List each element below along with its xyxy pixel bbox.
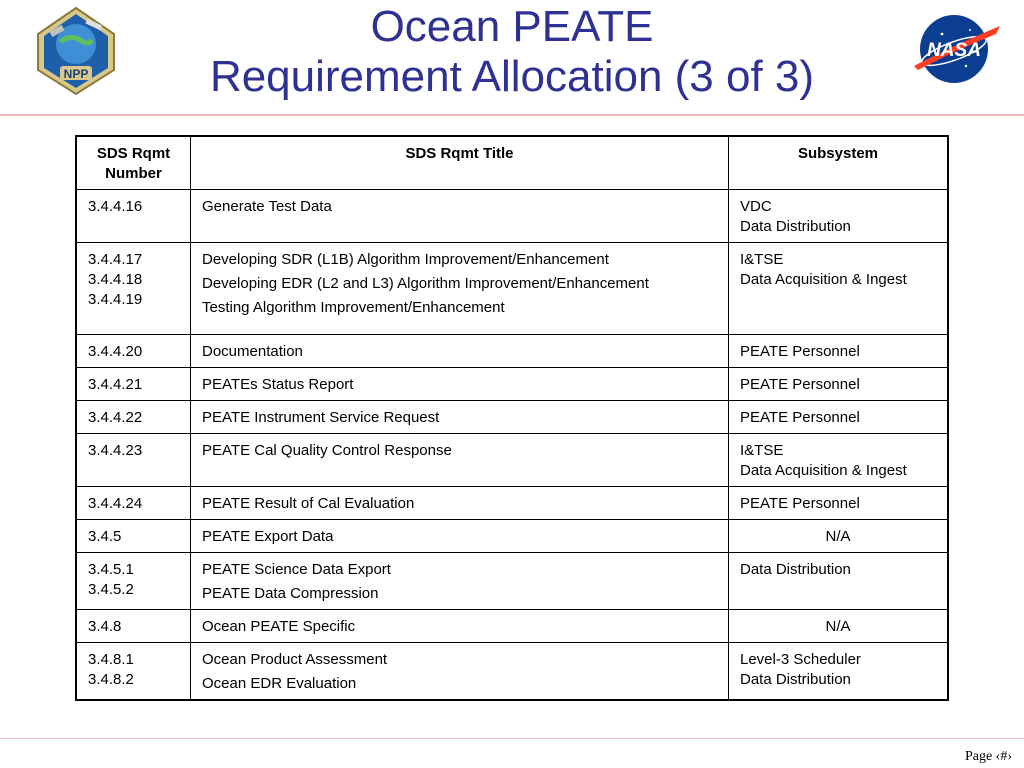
rqmt-title-line: Ocean EDR Evaluation	[202, 675, 357, 692]
rqmt-number-cell	[76, 190, 191, 243]
subsystem-cell	[729, 401, 949, 434]
rqmt-title-cell	[191, 243, 729, 335]
rqmt-title-cell	[191, 553, 729, 610]
subsystem-line: PEATE Personnel	[740, 343, 860, 360]
table-row	[76, 190, 948, 243]
table-row	[76, 610, 948, 643]
rqmt-number-cell	[76, 610, 191, 643]
rqmt-number-line: 3.4.4.24	[88, 495, 143, 512]
subsystem-line: Data Distribution	[740, 218, 851, 235]
subsystem-cell	[729, 553, 949, 610]
rqmt-title-line: Developing SDR (L1B) Algorithm Improvement/Enhancement	[202, 251, 609, 268]
rqmt-number-line: 3.4.5	[88, 528, 122, 545]
requirements-table-container	[75, 135, 949, 701]
rqmt-title-line: PEATE Science Data Export	[202, 561, 391, 578]
subsystem-cell	[729, 487, 949, 520]
subsystem-line: Data Distribution	[740, 671, 851, 688]
rqmt-number-line: 3.4.4.23	[88, 442, 143, 459]
rqmt-number-cell	[76, 553, 191, 610]
rqmt-number-line: 3.4.4.20	[88, 343, 143, 360]
rqmt-title-cell	[191, 610, 729, 643]
rqmt-number-line: 3.4.4.21	[88, 376, 143, 393]
rqmt-number-cell	[76, 401, 191, 434]
subsystem-line: I&TSE	[740, 442, 784, 459]
slide-title-line-1: Ocean PEATE	[370, 2, 654, 51]
rqmt-title-line: PEATE Cal Quality Control Response	[202, 442, 452, 459]
table-body	[76, 190, 948, 701]
table-row	[76, 553, 948, 610]
subsystem-cell	[729, 520, 949, 553]
rqmt-title-cell	[191, 487, 729, 520]
rqmt-number-cell	[76, 520, 191, 553]
rqmt-number-line: 3.4.5.2	[88, 581, 134, 598]
subsystem-line: PEATE Personnel	[740, 495, 860, 512]
rqmt-number-line: 3.4.4.16	[88, 198, 143, 215]
rqmt-title-cell	[191, 335, 729, 368]
subsystem-line: Data Acquisition & Ingest	[740, 462, 907, 479]
rqmt-title-cell	[191, 643, 729, 701]
rqmt-number-cell	[76, 487, 191, 520]
slide-title	[180, 2, 844, 102]
header-subsystem: Subsystem	[729, 136, 949, 190]
table-row	[76, 487, 948, 520]
rqmt-number-cell	[76, 335, 191, 368]
table-row	[76, 520, 948, 553]
table-header-row	[76, 136, 948, 190]
rqmt-title-cell	[191, 520, 729, 553]
rqmt-number-cell	[76, 243, 191, 335]
svg-text:NASA: NASA	[927, 40, 981, 61]
rqmt-title-line: PEATE Data Compression	[202, 585, 379, 602]
rqmt-number-line: 3.4.8	[88, 618, 122, 635]
svg-text:NPP: NPP	[63, 67, 89, 81]
subsystem-line: N/A	[825, 618, 851, 635]
rqmt-number-cell	[76, 368, 191, 401]
subsystem-line: N/A	[825, 528, 851, 545]
npp-logo-icon	[30, 4, 122, 96]
subsystem-cell	[729, 335, 949, 368]
rqmt-title-line: Ocean PEATE Specific	[202, 618, 356, 635]
table-row	[76, 243, 948, 335]
rqmt-title-line: Developing EDR (L2 and L3) Algorithm Improvement/Enhancement	[202, 275, 649, 292]
nasa-logo-icon	[908, 8, 1004, 90]
rqmt-title-line: PEATEs Status Report	[202, 376, 354, 393]
header-rqmt-title: SDS Rqmt Title	[191, 136, 729, 190]
header-divider	[0, 114, 1024, 116]
subsystem-line: Level-3 Scheduler	[740, 651, 861, 668]
subsystem-line: PEATE Personnel	[740, 376, 860, 393]
rqmt-number-line: 3.4.4.22	[88, 409, 143, 426]
rqmt-number-cell	[76, 434, 191, 487]
rqmt-title-line: Ocean Product Assessment	[202, 651, 388, 668]
table-row	[76, 643, 948, 701]
page-number: Page ‹#›	[964, 749, 1012, 764]
subsystem-line: I&TSE	[740, 251, 784, 268]
table-row	[76, 401, 948, 434]
rqmt-number-line: 3.4.4.18	[88, 271, 143, 288]
rqmt-title-line: PEATE Result of Cal Evaluation	[202, 495, 415, 512]
table-row	[76, 335, 948, 368]
subsystem-cell	[729, 368, 949, 401]
rqmt-number-line: 3.4.8.1	[88, 651, 134, 668]
header-rqmt-number: SDS Rqmt Number	[76, 136, 191, 190]
subsystem-cell	[729, 434, 949, 487]
subsystem-cell	[729, 190, 949, 243]
subsystem-line: PEATE Personnel	[740, 409, 860, 426]
rqmt-title-line: PEATE Instrument Service Request	[202, 409, 440, 426]
rqmt-title-line: Testing Algorithm Improvement/Enhancement	[202, 299, 505, 316]
rqmt-title-cell	[191, 434, 729, 487]
rqmt-number-line: 3.4.4.19	[88, 291, 143, 308]
footer-divider	[0, 738, 1024, 739]
rqmt-number-line: 3.4.5.1	[88, 561, 134, 578]
rqmt-number-cell	[76, 643, 191, 701]
rqmt-title-line: Documentation	[202, 343, 303, 360]
subsystem-line: Data Acquisition & Ingest	[740, 271, 907, 288]
rqmt-title-cell	[191, 401, 729, 434]
rqmt-title-cell	[191, 190, 729, 243]
subsystem-cell	[729, 643, 949, 701]
rqmt-title-line: PEATE Export Data	[202, 528, 334, 545]
table-row	[76, 368, 948, 401]
requirements-table	[75, 135, 949, 701]
rqmt-title-line: Generate Test Data	[202, 198, 332, 215]
rqmt-title-cell	[191, 368, 729, 401]
subsystem-cell	[729, 243, 949, 335]
subsystem-cell	[729, 610, 949, 643]
subsystem-line: Data Distribution	[740, 561, 851, 578]
subsystem-line: VDC	[740, 198, 772, 215]
table-row	[76, 434, 948, 487]
rqmt-number-line: 3.4.8.2	[88, 671, 134, 688]
slide-title-line-2: Requirement Allocation (3 of 3)	[209, 52, 815, 101]
rqmt-number-line: 3.4.4.17	[88, 251, 143, 268]
